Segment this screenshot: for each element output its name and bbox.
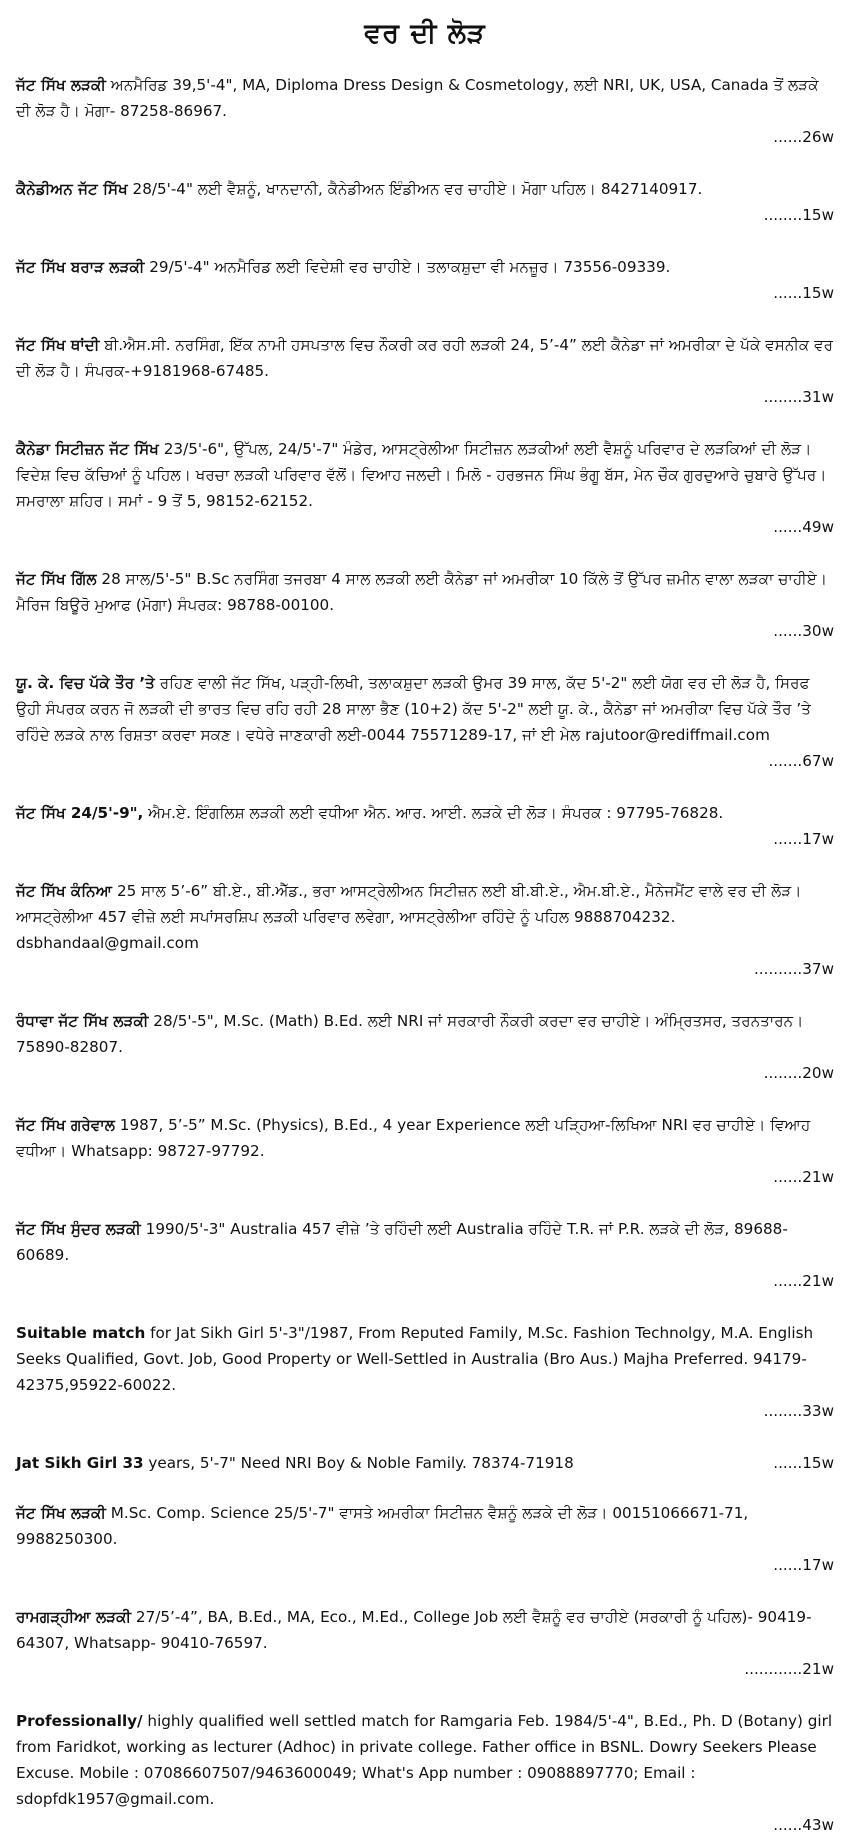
ad-lead: ਜੱਟ ਸਿੱਖ ਸੁੰਦਰ ਲੜਕੀ: [16, 1220, 141, 1239]
ad-code: ..........37w: [753, 960, 834, 979]
ad-code: ......49w: [773, 518, 834, 537]
ad-lead: ਜੱਟ ਸਿੱਖ ਗਿੱਲ: [16, 570, 97, 589]
ad-lead: ਜੱਟ ਸਿੱਖ ਲੜਕੀ: [16, 1504, 106, 1523]
ad-code: ........33w: [763, 1402, 834, 1421]
ad-text: for Jat Sikh Girl 5'-3"/1987, From Reputed Family, M.Sc. Fashion Technolgy, M.A. English Seeks Qualified, Govt. Job, Good Property or Well-Settled in Australia (Bro Aus.) Majha Preferred. 94179-42375,95922-60022.: [16, 1324, 814, 1395]
ad-item: [16, 878, 834, 982]
ad-item: [16, 176, 834, 228]
ad-text: 28/5'-5", M.Sc. (Math) B.Ed. ਲਈ NRI ਜਾਂ ਸਰਕਾਰੀ ਨੌਕਰੀ ਕਰਦਾ ਵਰ ਚਾਹੀਏ। ਅੰਮ੍ਰਿਤਸਰ, ਤਰਨਤਾਰਨ। 75890-82807.: [16, 1012, 804, 1057]
ad-lead: Jat Sikh Girl 33: [16, 1454, 144, 1473]
ad-text: ਅਨਮੈਰਿਡ 39,5'-4", MA, Diploma Dress Design & Cosmetology, ਲਈ NRI, UK, USA, Canada ਤੋਂ ਲੜਕੇ ਦੀ ਲੋੜ ਹੈ। ਮੋਗਾ- 87258-86967.: [16, 76, 819, 121]
ad-code: ......17w: [773, 1556, 834, 1575]
ad-lead: ਜੱਟ ਸਿੱਖ ਲੜਕੀ: [16, 76, 106, 95]
ad-lead: ਕੈਨੇਡਾ ਸਿਟੀਜ਼ਨ ਜੱਟ ਸਿੱਖ: [16, 440, 159, 459]
ad-item: [16, 670, 834, 774]
ad-item: [16, 1112, 834, 1190]
ad-lead: ਯੂ. ਕੇ. ਵਿਚ ਪੱਕੇ ਤੌਰ ’ਤੇ: [16, 674, 155, 693]
ad-item: [16, 436, 834, 540]
ad-lead: ਰੰਧਾਵਾ ਜੱਟ ਸਿੱਖ ਲੜਕੀ: [16, 1012, 149, 1031]
ad-lead: ਰਾਮਗੜ੍ਹੀਆ ਲੜਕੀ: [16, 1608, 132, 1627]
ad-code: ......21w: [773, 1168, 834, 1187]
ad-text: M.Sc. Comp. Science 25/5'-7" ਵਾਸਤੇ ਅਮਰੀਕਾ ਸਿਟੀਜ਼ਨ ਵੈਸ਼ਨੂੰ ਲੜਕੇ ਦੀ ਲੋੜ। 00151066671-71, 9988250300.: [16, 1504, 749, 1549]
ad-item: [16, 1320, 834, 1424]
ad-code: ......15w: [773, 284, 834, 303]
ad-item: [16, 332, 834, 410]
ad-lead: ਜੱਟ ਸਿੱਖ ਗਰੇਵਾਲ: [16, 1116, 115, 1135]
ad-text: ਐਮ.ਏ. ਇੰਗਲਿਸ਼ ਲੜਕੀ ਲਈ ਵਧੀਆ ਐਨ. ਆਰ. ਆਈ. ਲੜਕੇ ਦੀ ਲੋੜ। ਸੰਪਰਕ : 97795-76828.: [143, 804, 724, 823]
ad-text: 23/5'-6", ਉੱਪਲ, 24/5'-7" ਮੰਡੇਰ, ਆਸਟ੍ਰੇਲੀਆ ਸਿਟੀਜ਼ਨ ਲੜਕੀਆਂ ਲਈ ਵੈਸ਼ਨੂੰ ਪਰਿਵਾਰ ਦੇ ਲੜਕਿਆਂ ਦੀ ਲੋੜ। ਵਿਦੇਸ਼ ਵਿਚ ਕੱਚਿਆਂ ਨੂੰ ਪਹਿਲ। ਖਰਚਾ ਲੜਕੀ ਪਰਿਵਾਰ ਵੱਲੋਂ। ਵਿਆਹ ਜਲਦੀ। ਮਿਲੋ - ਹਰਭਜਨ ਸਿੰਘ ਭੰਗੂ ਬੱਸ, ਮੇਨ ਚੌਕ ਗੁਰਦੁਆਰੇ ਚੁਬਾਰੇ ਉੱਪਰ। ਸਮਰਾਲਾ ਸ਼ਹਿਰ। ਸਮਾਂ - 9 ਤੋਂ 5, 98152-62152.: [16, 440, 827, 511]
ad-lead: ਜੱਟ ਸਿੱਖ ਕੰਨਿਆ: [16, 882, 113, 901]
ad-code: ......43w: [773, 1816, 834, 1835]
ad-code: ......15w: [773, 1454, 834, 1473]
ad-code: ........15w: [763, 206, 834, 225]
ad-code: ........20w: [763, 1064, 834, 1083]
ad-text: ਬੀ.ਐਸ.ਸੀ. ਨਰਸਿੰਗ, ਇੱਕ ਨਾਮੀ ਹਸਪਤਾਲ ਵਿਚ ਨੌਕਰੀ ਕਰ ਰਹੀ ਲੜਕੀ 24, 5’-4” ਲਈ ਕੈਨੇਡਾ ਜਾਂ ਅਮਰੀਕਾ ਦੇ ਪੱਕੇ ਵਸਨੀਕ ਵਰ ਦੀ ਲੋੜ ਹੈ। ਸੰਪਰਕ-+9181968-67485.: [16, 336, 834, 381]
ad-text: 29/5'-4" ਅਨਮੈਰਿਡ ਲਈ ਵਿਦੇਸ਼ੀ ਵਰ ਚਾਹੀਏ। ਤਲਾਕਸ਼ੁਦਾ ਵੀ ਮਨਜ਼ੂਰ। 73556-09339.: [144, 258, 671, 277]
ad-text: 25 ਸਾਲ 5’-6” ਬੀ.ਏ., ਬੀ.ਐੱਡ., ਭਰਾ ਆਸਟ੍ਰੇਲੀਅਨ ਸਿਟੀਜ਼ਨ ਲਈ ਬੀ.ਬੀ.ਏ., ਐਮ.ਬੀ.ਏ., ਮੈਨੇਜਮੈਂਟ ਵਾਲੇ ਵਰ ਦੀ ਲੋੜ। ਆਸਟ੍ਰੇਲੀਆ 457 ਵੀਜ਼ੇ ਲਈ ਸਪਾਂਸਰਸ਼ਿਪ ਲੜਕੀ ਪਰਿਵਾਰ ਲਵੇਗਾ, ਆਸਟ੍ਰੇਲੀਆ ਰਹਿੰਦੇ ਨੂੰ ਪਹਿਲ 9888704232. dsbhandaal@gmail.com: [16, 882, 802, 953]
ad-lead: Suitable match: [16, 1324, 146, 1343]
ad-lead: ਜੱਟ ਸਿੱਖ ਬਰਾੜ ਲੜਕੀ: [16, 258, 145, 277]
ad-text: ਰਹਿਣ ਵਾਲੀ ਜੱਟ ਸਿੱਖ, ਪੜ੍ਹੀ-ਲਿਖੀ, ਤਲਾਕਸ਼ੁਦਾ ਲੜਕੀ ਉਮਰ 39 ਸਾਲ, ਕੱਦ 5'-2" ਲਈ ਯੋਗ ਵਰ ਦੀ ਲੋੜ ਹੈ, ਸਿਰਫ ਉਹੀ ਸੰਪਰਕ ਕਰਨ ਜੋ ਲੜਕੀ ਦੀ ਭਾਰਤ ਵਿਚ ਰਹਿ ਰਹੀ 28 ਸਾਲਾ ਭੈਣ (10+2) ਕੱਦ 5'-2" ਲਈ ਯੂ. ਕੇ., ਕੈਨੇਡਾ ਜਾਂ ਅਮਰੀਕਾ ਵਿਚ ਪੱਕੇ ਤੌਰ ’ਤੇ ਰਹਿੰਦੇ ਲੜਕੇ ਨਾਲ ਰਿਸ਼ਤਾ ਕਰਵਾ ਸਕਣ। ਵਧੇਰੇ ਜਾਣਕਾਰੀ ਲਈ-0044 75571289-17, ਜਾਂ ਈ ਮੇਲ rajutoor@rediffmail.com: [16, 674, 811, 745]
ad-code: ........31w: [763, 388, 834, 407]
ad-text: 1987, 5’-5” M.Sc. (Physics), B.Ed., 4 year Experience ਲਈ ਪੜ੍ਹਿਆ-ਲਿਖਿਆ NRI ਵਰ ਚਾਹੀਏ। ਵਿਆਹ ਵਧੀਆ। Whatsapp: 98727-97792.: [16, 1116, 811, 1161]
ad-item: [16, 1450, 834, 1476]
ad-lead: Professionally/: [16, 1712, 143, 1731]
ad-text: highly qualified well settled match for Ramgaria Feb. 1984/5'-4", B.Ed., Ph. D (Botany) girl from Faridkot, working as lecturer (Adhoc) in private college. Father office in BSNL. Dowry Seekers Please Excuse. Mobile : 07086607507/9463600049; What's App number : 09088897770; Email : sdopfdk1957@gmail.com.: [16, 1712, 833, 1809]
ad-text: 28/5'-4" ਲਈ ਵੈਸ਼ਨੂੰ, ਖਾਨਦਾਨੀ, ਕੈਨੇਡੀਅਨ ਇੰਡੀਅਨ ਵਰ ਚਾਹੀਏ। ਮੋਗਾ ਪਹਿਲ। 8427140917.: [127, 180, 703, 199]
ad-code: ......26w: [773, 128, 834, 147]
ad-code: ......21w: [773, 1272, 834, 1291]
ad-lead: ਜੱਟ ਸਿੱਖ 24/5'-9",: [16, 804, 144, 823]
ad-text: 1990/5'-3" Australia 457 ਵੀਜ਼ੇ ’ਤੇ ਰਹਿੰਦੀ ਲਈ Australia ਰਹਿੰਦੇ T.R. ਜਾਂ P.R. ਲੜਕੇ ਦੀ ਲੋੜ, 89688-60689.: [16, 1220, 788, 1265]
ad-item: [16, 72, 834, 150]
ad-item: [16, 1604, 834, 1682]
ad-item: [16, 1216, 834, 1294]
page-title: ਵਰ ਦੀ ਲੋੜ: [364, 18, 486, 49]
ad-item: [16, 1708, 834, 1838]
ad-item: [16, 800, 834, 852]
ad-item: [16, 254, 834, 306]
ad-code: ......30w: [773, 622, 834, 641]
ad-text: years, 5'-7" Need NRI Boy & Noble Family. 78374-71918: [143, 1454, 574, 1473]
ad-code: ............21w: [744, 1660, 834, 1679]
ad-code: .......67w: [768, 752, 834, 771]
ad-code: ......17w: [773, 830, 834, 849]
ad-lead: ਜੱਟ ਸਿੱਖ ਥਾਂਦੀ: [16, 336, 100, 355]
ad-item: [16, 1008, 834, 1086]
ad-item: [16, 566, 834, 644]
ad-lead: ਕੈਨੇਡੀਅਨ ਜੱਟ ਸਿੱਖ: [16, 180, 128, 199]
ad-text: 27/5’-4”, BA, B.Ed., MA, Eco., M.Ed., College Job ਲਈ ਵੈਸ਼ਨੂੰ ਵਰ ਚਾਹੀਏ (ਸਰਕਾਰੀ ਨੂੰ ਪਹਿਲ)- 90419-64307, Whatsapp- 90410-76597.: [16, 1608, 812, 1653]
ad-text: 28 ਸਾਲ/5'-5" B.Sc ਨਰਸਿੰਗ ਤਜਰਬਾ 4 ਸਾਲ ਲੜਕੀ ਲਈ ਕੈਨੇਡਾ ਜਾਂ ਅਮਰੀਕਾ 10 ਕਿੱਲੇ ਤੋਂ ਉੱਪਰ ਜ਼ਮੀਨ ਵਾਲਾ ਲੜਕਾ ਚਾਹੀਏ। ਮੈਰਿਜ ਬਿਊਰੋ ਮੁਆਫ (ਮੋਗਾ) ਸੰਪਰਕ: 98788-00100.: [16, 570, 828, 615]
ad-item: [16, 1500, 834, 1578]
